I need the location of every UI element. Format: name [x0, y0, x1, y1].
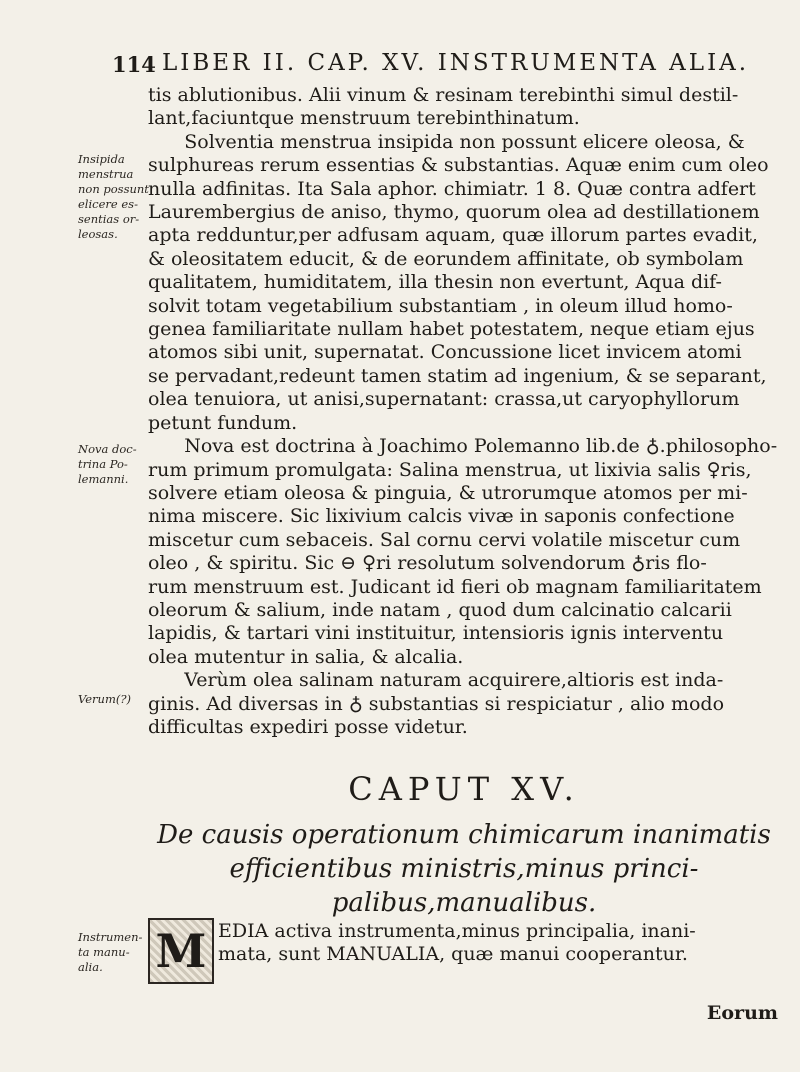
page-number: 114	[112, 52, 156, 77]
marginal-note-verum: Verum(?)	[78, 692, 132, 706]
text-line: qualitatem, humiditatem, illa thesin non evertunt, Aqua dif-	[148, 271, 722, 294]
marginal-note-insipida: Insipida menstrua non possunt elicere es- sentias or- leosas.	[78, 152, 149, 241]
text-line: mata, sunt MANUALIA, quæ manui cooperantur.	[218, 943, 688, 966]
text-line: solvit totam vegetabilium substantiam , in oleum illud homo-	[148, 294, 733, 317]
text-line: oleorum & salium, inde natam , quod dum calcinatio calcarii	[148, 598, 732, 621]
text-line: difficultas expediri posse videtur.	[148, 715, 468, 738]
initial-letter: M	[155, 924, 207, 978]
text-line: rum menstruum est. Judicant id fieri ob magnam familiaritatem	[148, 575, 762, 598]
text-line: & oleositatem educit, & de eorundem affinitate, ob symbolam	[148, 247, 744, 270]
decorated-initial	[148, 918, 214, 984]
text-line: petunt fundum.	[148, 411, 298, 434]
marginal-note-polemanni: Nova doc- trina Po- lemanni.	[78, 442, 137, 486]
text-line: atomos sibi unit, supernatat. Concussione licet invicem atomi	[148, 341, 742, 364]
text-line: tis ablutionibus. Alii vinum & resinam terebinthi simul destil-	[148, 84, 739, 106]
text-line: ginis. Ad diversas in ♁ substantias si respiciatur , alio modo	[148, 692, 725, 715]
text-line: lant,faciuntque menstruum terebinthinatum.	[148, 107, 580, 130]
running-head: LIBER II. CAP. XV. INSTRUMENTA ALIA.	[162, 50, 750, 76]
marginal-note-instrumenta: Instrumen- ta manu- alia.	[78, 930, 143, 974]
text-line: se pervadant,redeunt tamen statim ad ingenium, & se separant,	[148, 364, 767, 387]
text-line: olea tenuiora, ut anisi,supernatant: crassa,ut caryophyllorum	[148, 388, 740, 411]
text-line: solvere etiam oleosa & pinguia, & utrorumque atomos per mi-	[148, 481, 748, 504]
text-line: nulla adfinitas. Ita Sala aphor. chimiatr. 1 8. Quæ contra adfert	[148, 177, 756, 200]
body-text	[148, 84, 780, 739]
text-line: apta redduntur,per adfusam aquam, quæ illorum partes evadit,	[148, 224, 758, 247]
text-line: nima miscere. Sic lixivium calcis vivæ in saponis confectione	[148, 505, 735, 528]
text-line: miscetur cum sebaceis. Sal cornu cervi volatile miscetur cum	[148, 528, 741, 551]
page-header	[112, 48, 752, 82]
chapter-heading: CAPUT XV.	[348, 770, 580, 808]
catchword: Eorum	[706, 1002, 778, 1024]
chapter-block	[148, 770, 780, 920]
text-line: olea mutentur in salia, & alcalia.	[148, 645, 464, 668]
text-line: genea familiaritate nullam habet potestatem, neque etiam ejus	[148, 318, 755, 341]
chapter-opening-text	[218, 920, 780, 967]
text-line: EDIA activa instrumenta,minus principalia, inani-	[218, 920, 696, 942]
text-line: Solventia menstrua insipida non possunt elicere oleosa, &	[148, 130, 745, 153]
chapter-title: De causis operationum chimicarum inanimatis efficientibus ministris,minus princi- palibus,manualibus.	[157, 820, 771, 918]
text-line: Laurembergius de aniso, thymo, quorum olea ad destillationem	[148, 201, 760, 224]
text-line: Verùm olea salinam naturam acquirere,altioris est inda-	[148, 669, 724, 692]
text-line: Nova est doctrina à Joachimo Polemanno lib.de ♁.philosopho-	[148, 435, 778, 458]
text-line: sulphureas rerum essentias & substantias. Aquæ enim cum oleo	[148, 154, 769, 177]
text-line: lapidis, & tartari vini instituitur, intensioris ignis interventu	[148, 622, 724, 645]
text-line: oleo , & spiritu. Sic ⊖ ♀ri resolutum solvendorum ♁ris flo-	[148, 552, 707, 575]
text-line: rum primum promulgata: Salina menstrua, ut lixivia salis ♀ris,	[148, 458, 752, 481]
